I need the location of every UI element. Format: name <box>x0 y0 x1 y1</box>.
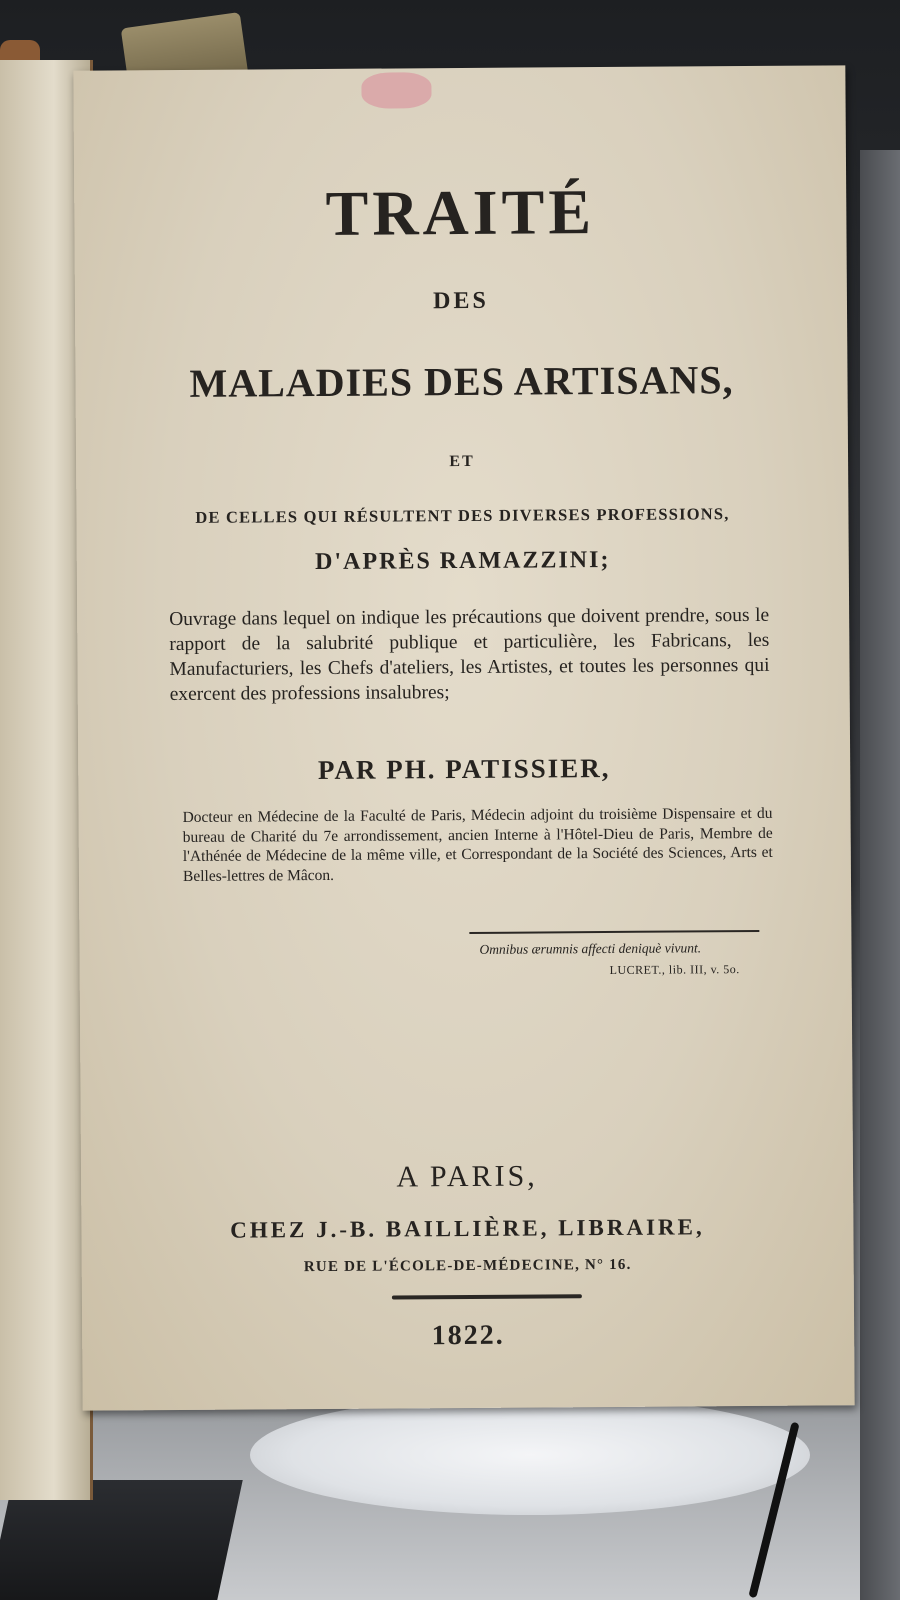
title-des: DES <box>433 287 489 315</box>
description-paragraph: Ouvrage dans lequel on indique les précautions que doivent prendre, sous le rapport de la salubrité publique et particulière, les Fabricans, les Manufacturiers, les Chefs d'ateliers, les Artistes, et toutes les personnes qui exercent des professions insalubres; <box>169 604 770 706</box>
book-title: TRAITÉ <box>325 176 596 249</box>
epigraph-source: LUCRET., lib. III, v. 5o. <box>609 962 740 977</box>
title-page <box>73 65 854 1410</box>
publisher-address: RUE DE L'ÉCOLE-DE-MÉDECINE, N° 16. <box>303 1256 632 1276</box>
epigraph-rule <box>469 930 759 934</box>
title-subtitle: DE CELLES QUI RÉSULTENT DES DIVERSES PROFESSIONS, <box>195 504 730 527</box>
page-stain <box>361 72 431 108</box>
author-credentials: Docteur en Médecine de la Faculté de Paris, Médecin adjoint du troisième Dispensaire et du bureau de Charité du 7e arrondissement, ancien Interne à l'Hôtel-Dieu de Paris, Membre de l'Athénée de Médecine de la même ville, et Correspondant de la Société des Sciences, Arts et Belles-lettres de Mâcon. <box>182 804 773 885</box>
author-line: PAR PH. PATISSIER, <box>317 752 611 786</box>
title-et: ET <box>449 452 475 471</box>
publication-place: A PARIS, <box>396 1159 538 1194</box>
publisher: CHEZ J.-B. BAILLIÈRE, LIBRAIRE, <box>230 1214 705 1243</box>
ornamental-rule <box>392 1294 582 1299</box>
title-subject: MALADIES DES ARTISANS, <box>189 357 734 406</box>
publication-year: 1822. <box>431 1319 505 1352</box>
epigraph: Omnibus ærumnis affecti deniquè vivunt. <box>479 940 702 957</box>
desk-edge <box>860 150 900 1600</box>
white-plate <box>250 1395 810 1515</box>
title-after: D'APRÈS RAMAZZINI; <box>314 546 611 576</box>
